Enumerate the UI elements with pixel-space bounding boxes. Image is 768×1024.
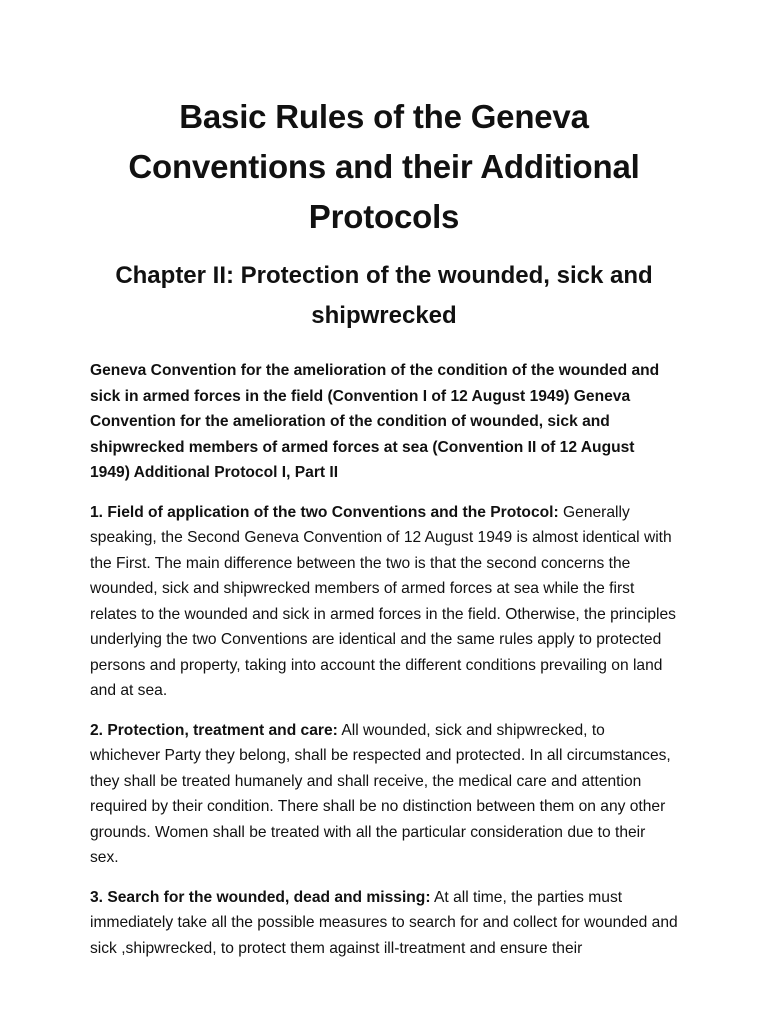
section-lead: 3. Search for the wounded, dead and missing: (90, 888, 431, 906)
intro-paragraph: Geneva Convention for the amelioration of the condition of the wounded and sick in armed forces in the field (Convention I of 12 August 1949) Geneva Convention for the amelioration of the condition of wounded, sick and shipwrecked members of armed forces at sea (Convention II of 12 August 1949) Additional Protocol I, Part II (90, 362, 660, 481)
section-lead: 2. Protection, treatment and care: (90, 721, 338, 739)
section-paragraph (90, 885, 678, 962)
section-body: All wounded, sick and shipwrecked, to whichever Party they belong, shall be respected and protected. In all circumstances, they shall be treated humanely and shall receive, the medical care and attention required by their condition. There shall be no distinction between them on any other grounds. Women shall be treated with all the particular consideration due to their sex. (90, 721, 671, 866)
section-paragraph (90, 718, 678, 871)
chapter-heading: Chapter II: Protection of the wounded, sick and shipwrecked (115, 262, 653, 329)
section-body: At all time, the parties must immediately take all the possible measures to search for and collect for wounded and sick ,shipwrecked, to protect them against ill-treatment and ensure their (90, 888, 678, 957)
section-body: Generally speaking, the Second Geneva Convention of 12 August 1949 is almost identical with the First. The main difference between the two is that the second concerns the wounded, sick and shipwrecked members of armed forces at sea while the first relates to the wounded and sick in armed forces in the field. Otherwise, the principles underlying the two Conventions are identical and the same rules apply to protected persons and property, taking into account the different conditions prevailing on land and at sea. (90, 503, 676, 699)
section-lead: 1. Field of application of the two Conventions and the Protocol: (90, 503, 559, 521)
section-paragraph (90, 500, 678, 704)
document-title: Basic Rules of the Geneva Conventions and their Additional Protocols (128, 98, 640, 235)
